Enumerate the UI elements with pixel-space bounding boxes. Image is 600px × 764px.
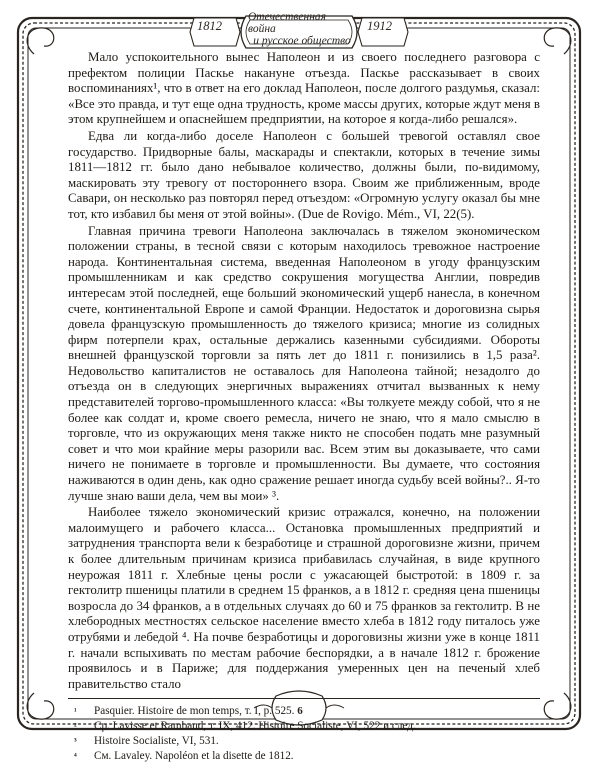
running-header (248, 12, 356, 46)
year-left: 1812 (197, 19, 222, 33)
footnote-text: Pasquier. Histoire de mon temps, т. I, p. 525. (94, 705, 295, 718)
footnote-number: ⁴ (74, 751, 77, 762)
footnote-text: См. Lavaley. Napoléon et la disette de 1812. (94, 750, 294, 763)
paragraph: Главная причина тревоги Наполеона заключалась в тяжелом экономическом положении страны, в тесной связи с которым находилось тревожное настроение народа. Континентальная система, введенная Наполеоном в угоду французским промышленникам и как средство сокрушения могущества Англии, повредив интересам этой последней, еще больший экономический ущерб нанесла, в конечном счете, континентальной Европе и самой Франции. Недостаток и дороговизна сырья довела французскую промышленность до тяжелого кризиса; многие из солидных фирм потерпели крах, остальные держались казенными субсидиями. Обороты внешней французской торговли за пять лет до 1811 г. понизились в 1,5 раза². Недовольство капиталистов не оставалось для Наполеона тайной; незадолго до отъезда он в следующих энергичных выражениях отчитал вызванных к нему представителей торгово-промышленного класса: «Вы толкуете между собой, что я не более как солдат и, кроме своего ремесла, ничего не знаю, что я мало смыслю в торговле, что из окружающих меня также никто не способен подать мне разумный совет и что мои крайние меры разорили вас. Всем этим вы доказываете, что сами ничего не понимаете в торговле и промышленности. Вы думаете, что состояния наживаются в один день, как одно сражение решает иногда судьбу всей войны?.. Я-то лучше знаю ваши дела, чем вы мои» ³. (68, 223, 540, 503)
footnote-text: Ср. Lavisse et Rambaud, т. IX, 412. Histoire Socialiste, VI, 522 и след. (94, 720, 416, 733)
footnote-divider (68, 698, 540, 699)
page-body (68, 50, 540, 764)
footnote-number: ³ (74, 736, 77, 747)
paragraph: Наиболее тяжело экономический кризис отражался, конечно, на положении малоимущего и рабочего класса... Остановка промышленных предприятий и затруднения транспорта вели к безработице и страшной дороговизне жизни, причем к более длительным причинам кризиса прибавилась случайная, в виде крупного неурожая 1811 г. Хлебные цены росли с ужасающей быстротой: в 1809 г. за гектолитр пшеницы платили в среднем 15 франков, а в 1812 г. средняя цена пшеницы возросла до 34 франков, а в отдельных случаях до 60 и 75 франков за гектолитр. В не хлебородных местностях сельское население вместо хлеба в 1812 году питалось уже отрубями и лебедой ⁴. На почве безработицы и дороговизны жизни уже в конце 1811 г. начали вспыхивать по местам рабочие беспорядки, а в начале 1812 г. брожение проявилось и в Париже; для поддержания умеренных цен на печеный хлеб правительство стало (68, 505, 540, 691)
footnote-text: Histoire Socialiste, VI, 531. (94, 735, 219, 748)
footnote-number: ¹ (74, 706, 77, 717)
page-number: 6 (297, 705, 303, 717)
footnote (68, 734, 540, 749)
header-title-line1: Отечественная война (248, 11, 327, 35)
footnote-number: ² (74, 721, 77, 732)
paragraph: Едва ли когда-либо доселе Наполеон с большей тревогой оставлял свое государство. Придворные балы, маскарады и спектакли, которых в течение зимы 1811—1812 гг. было дано небывалое количество, должны были, по-видимому, маскировать эту тревогу от постороннего взора. Своим же приближенным, вроде Савари, он несколько раз повторял перед отъездом: «Огромную услугу оказал бы мне тот, кто избавил бы меня от этой войны». (Due de Rovigo. Mém., VI, 22(5). (68, 128, 540, 221)
header-title-line2: и русское общество (253, 35, 351, 47)
year-right: 1912 (367, 19, 392, 33)
paragraph: Мало успокоительного вынес Наполеон и из своего последнего разговора с префектом полиции Паскье накануне отъезда. Паскье рассказывает в своих воспоминаниях¹, что в ответ на его доклад Наполеон, после долгого раздумья, сказал: «Все это правда, и тут еще одна трудность, кроме массы других, которые ждут меня в этом крупнейшем и опаснейшем предприятии, на которое я когда-либо решался». (68, 50, 540, 127)
footnote (68, 719, 540, 734)
footnote (68, 749, 540, 764)
